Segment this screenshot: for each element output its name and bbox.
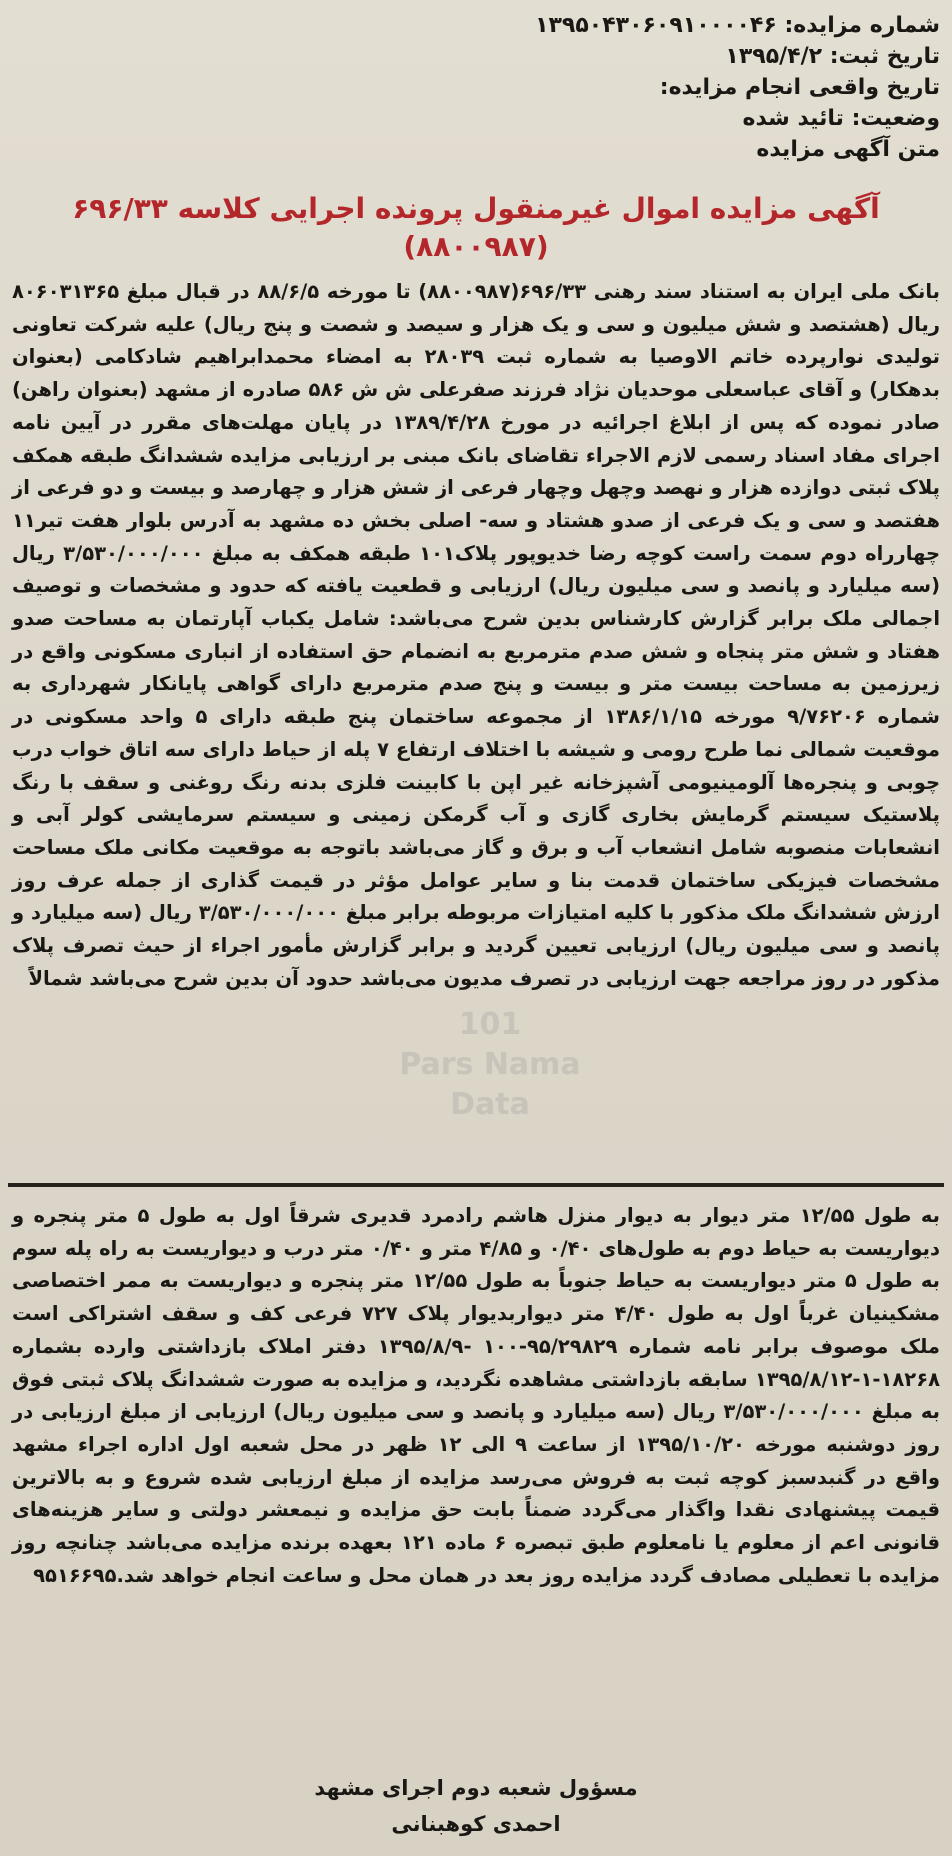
auction-number: شماره مزایده: ۱۳۹۵۰۴۳۰۶۰۹۱۰۰۰۰۴۶ [535, 13, 940, 38]
signature-name: احمدی کوهبنانی [391, 1812, 561, 1836]
registration-date: تاریخ ثبت: ۱۳۹۵/۴/۲ [725, 44, 940, 69]
signature-title: مسؤول شعبه دوم اجرای مشهد [314, 1776, 638, 1800]
headline-line-2: (۸۸۰۰۹۸۷) [403, 230, 549, 263]
auction-meta [380, 10, 940, 165]
notice-body-part-2: به طول ۱۲/۵۵ متر دیوار به دیوار منزل هاشم رادمرد قدیری شرقاً اول به طول ۵ متر پنجره و دیواریست به حیاط دوم به طول‌های ۰/۴۰ و ۴/۸۵ متر و ۰/۴۰ متر درب و دیواریست به راه پله سوم به طول ۵ متر دیواریست به حیاط جنوباً به طول ۱۲/۵۵ متر پنجره و دیواریست به ممر اختصاصی مشکینیان غرباً اول به طول ۴/۴۰ متر دیواربدیوار پلاک ۷۲۷ فرعی کف و سقف اشتراکی است ملک موصوف برابر نامه شماره ۹۵/۲۹۸۲۹-۱۰۰ -۱۳۹۵/۸/۹ دفتر املاک بازداشتی وارده بشماره ۱۸۲۶۸-۱-۱۳۹۵/۸/۱۲ سابقه بازداشتی مشاهده نگردید، و مزایده به صورت ششدانگ پلاک ثبتی فوق به مبلغ ۳/۵۳۰/۰۰۰/۰۰۰ ریال (سه میلیارد و پانصد و سی میلیون ریال) ارزیابی از مبلغ ارزیابی در روز دوشنبه مورخه ۱۳۹۵/۱۰/۲۰ از ساعت ۹ الی ۱۲ ظهر در محل شعبه اول اداره اجراء مشهد واقع در گنبدسبز کوچه ثبت به فروش می‌رسد مزایده از مبلغ ارزیابی شده شروع و به بالاترین قیمت پیشنهادی نقدا واگذار می‌گردد ضمناً بابت حق مزایده و نیمعشر دولتی و سایر هزینه‌های قانونی اعم از معلوم یا نامعلوم طبق تبصره ۶ ماده ۱۲۱ بعهده برنده مزایده می‌باشد چنانچه روز مزایده با تعطیلی مصادف گردد مزایده روز بعد در همان محل و ساعت انجام خواهد شد.۹۵۱۶۶۹۵ [12, 1204, 941, 1587]
watermark-line-1: 101 [458, 1007, 522, 1042]
notice-body-part-1: بانک ملی ایران به استناد سند رهنی ۶۹۶/۳۳(۸۸۰۰۹۸۷) تا مورخه ۸۸/۶/۵ در قبال مبلغ ۸۰۶۰۳۱۳۶۵ ریال (هشتصد و شش میلیون و سی و یک هزار و سیصد و شصت و پنج ریال) علیه شرکت تعاونی تولیدی نوارپرده خاتم الاوصیا به شماره ثبت ۲۸۰۳۹ به امضاء محمدابراهیم شادکامی (بعنوان بدهکار) و آقای عباسعلی موحدیان نژاد فرزند صفرعلی ش ش ۵۸۶ صادره از مشهد (بعنوان راهن) صادر نموده که پس از ابلاغ اجرائیه در مورخ ۱۳۸۹/۴/۲۸ در پایان مهلت‌های مقرر در آیین نامه اجرای مفاد اسناد رسمی لازم الاجراء تقاضای بانک مبنی بر ارزیابی مزایده ششدانگ طبقه همکف پلاک ثبتی دوازده هزار و نهصد وچهل وچهار فرعی از شش هزار و چهارصد و بیست و دو فرعی از هفتصد و سی و یک فرعی از صدو هشتاد و سه- اصلی بخش ده مشهد به آدرس بلوار هفت تیر۱۱ چهارراه دوم سمت راست کوچه رضا خدیوپور پلاک۱۰۱ طبقه همکف به مبلغ ۳/۵۳۰/۰۰۰/۰۰۰ ریال (سه میلیارد و پانصد و سی میلیون ریال) ارزیابی و قطعیت یافته که حدود و مشخصات و توصیف اجمالی ملک برابر گزارش کارشناس بدین شرح می‌باشد: شامل یکباب آپارتمان به مساحت صدو هفتاد و شش متر پنجاه و شش صدم مترمربع به انضمام حق استفاده از انباری مسکونی واقع در زیرزمین به مساحت بیست متر و بیست و پنج صدم مترمربع دارای گواهی پایانکار شهرداری به شماره ۹/۷۶۲۰۶ مورخه ۱۳۸۶/۱/۱۵ از مجموعه ساختمان پنج طبقه دارای ۵ واحد مسکونی در موقعیت شمالی نما طرح رومی و شیشه با اختلاف ارتفاع ۷ پله از حیاط دارای سه اتاق خواب درب چوبی و پنجره‌ها آلومینیومی آشپزخانه غیر اپن با کابینت فلزی بدنه رنگ روغنی و سقف با رنگ پلاستیک سیستم گرمایش بخاری گازی و آب گرمکن زمینی و سیستم سرمایشی کولر آبی و انشعابات منصوبه شامل انشعاب آب و برق و گاز می‌باشد باتوجه به موقعیت مکانی ملک مساحت مشخصات فیزیکی ساختمان قدمت بنا و سایر عوامل مؤثر در قیمت گذاری از جمله عرف روز ارزش ششدانگ ملک مذکور با کلیه امتیازات مربوطه برابر مبلغ ۳/۵۳۰/۰۰۰/۰۰۰ ریال (سه میلیارد و پانصد و سی میلیون ریال) ارزیابی تعیین گردید و برابر گزارش مأمور اجراء از حیث تصرف پلاک مذکور در روز مراجعه جهت ارزیابی در تصرف مدیون می‌باشد حدود آن بدین شرح می‌باشد شمالاً [12, 280, 941, 990]
headline-line-1: آگهی مزایده اموال غیرمنقول پرونده اجرایی کلاسه ۶۹۶/۳۳ [72, 192, 880, 225]
notice-text-label: متن آگهی مزایده [756, 137, 940, 162]
auction-status: وضعیت: تائید شده [742, 106, 940, 131]
column-divider [8, 1183, 944, 1187]
actual-auction-date: تاریخ واقعی انجام مزایده: [659, 75, 940, 100]
notice-headline [20, 190, 932, 266]
watermark-line-2: Pars Nama Data [399, 1047, 581, 1122]
signature-block [0, 1770, 952, 1842]
